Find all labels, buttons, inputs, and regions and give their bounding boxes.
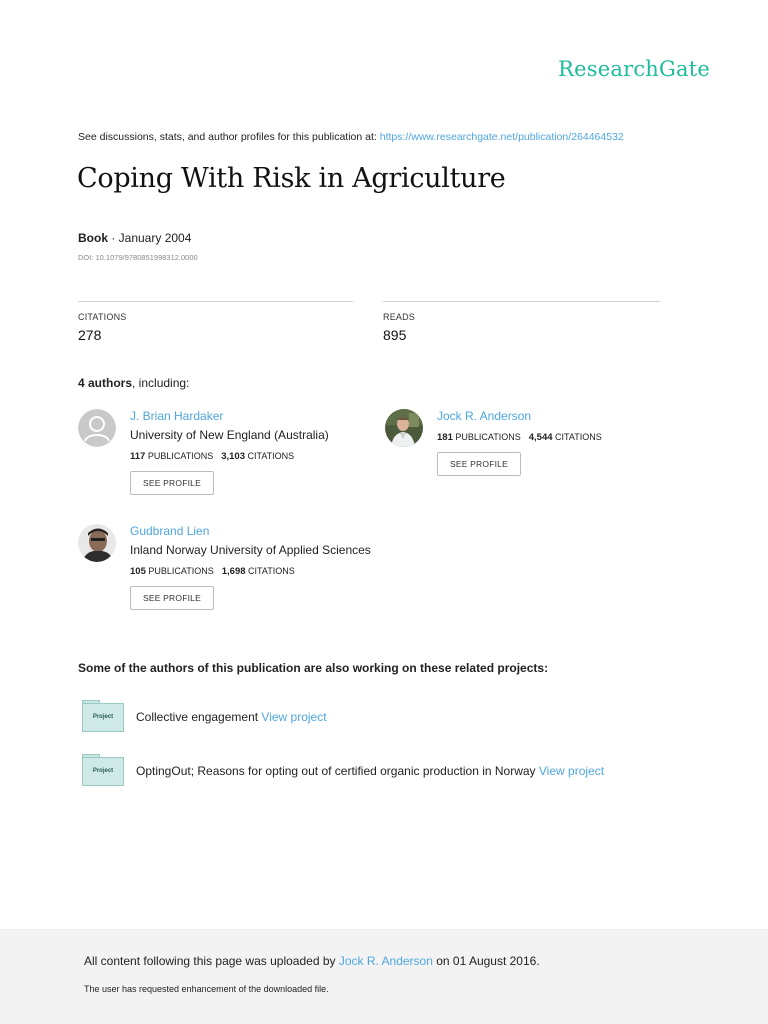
default-avatar-icon[interactable] [78,409,116,447]
see-profile-button[interactable]: SEE PROFILE [130,471,214,495]
author-name-link[interactable]: J. Brian Hardaker [130,409,224,423]
author-citations-label: CITATIONS [248,566,295,576]
reads-stat [383,301,660,343]
publication-meta [78,231,191,245]
author-citations-count: 1,698 [221,566,246,577]
publication-url-link[interactable]: https://www.researchgate.net/publication/264464532 [379,131,624,143]
project-badge-label: Project [92,768,114,774]
publication-doi: DOI: 10.1079/9780851998312.0000 [78,253,198,262]
author-name-link[interactable]: Gudbrand Lien [130,524,210,538]
view-project-link[interactable]: View project [538,764,605,778]
author-publications-label: PUBLICATIONS [455,432,521,442]
author-photo[interactable] [78,524,116,562]
author-institution: University of New England (Australia) [130,428,329,442]
project-name: Collective engagement [136,710,262,724]
author-stats [437,432,602,443]
author-citations-label: CITATIONS [247,451,295,461]
authors-count: 4 authors [78,376,133,390]
project-text [136,710,327,724]
author-citations-count: 4,544 [528,432,553,443]
author-publications-count: 181 [437,432,453,443]
footer [0,929,768,1024]
upload-suffix: on 01 August 2016. [432,954,540,968]
project-badge-label: Project [92,714,114,720]
related-projects-heading: Some of the authors of this publication are also working on these related projects: [78,661,549,675]
author-publications-count: 105 [130,566,146,577]
publication-date: · January 2004 [108,231,192,245]
author-stats [130,566,371,577]
upload-prefix: All content following this page was uploaded by [84,954,339,968]
view-project-link[interactable]: View project [261,710,327,724]
author-citations-count: 3,103 [221,451,245,462]
citations-label: CITATIONS [78,312,127,322]
authors-heading-suffix: , including: [132,376,190,390]
discussion-line [78,131,624,143]
authors-heading [78,376,189,390]
project-name: OptingOut; Reasons for opting out of certified organic production in Norway [136,764,539,778]
author-name-link[interactable]: Jock R. Anderson [437,409,532,423]
upload-info [84,954,540,968]
reads-label: READS [383,312,416,322]
author-photo[interactable] [385,409,423,447]
author-institution: Inland Norway University of Applied Sciences [130,543,371,557]
project-folder-icon[interactable] [82,754,124,786]
publication-title: Coping With Risk in Agriculture [77,163,506,194]
citations-stat [78,301,353,343]
reads-value: 895 [383,327,407,343]
uploader-link[interactable]: Jock R. Anderson [338,954,433,968]
project-text [136,764,604,778]
publication-type: Book [78,231,108,245]
see-profile-button[interactable]: SEE PROFILE [437,452,521,476]
author-stats [130,451,329,462]
discussion-text: See discussions, stats, and author profiles for this publication at: [78,131,380,143]
project-folder-icon[interactable] [82,700,124,732]
see-profile-button[interactable]: SEE PROFILE [130,586,214,610]
author-publications-label: PUBLICATIONS [148,566,214,576]
author-publications-label: PUBLICATIONS [147,451,214,461]
researchgate-logo[interactable]: ResearchGate [558,57,710,81]
enhancement-note: The user has requested enhancement of the downloaded file. [84,984,329,994]
author-publications-count: 117 [130,451,146,462]
author-citations-label: CITATIONS [555,432,602,442]
citations-value: 278 [78,327,102,343]
